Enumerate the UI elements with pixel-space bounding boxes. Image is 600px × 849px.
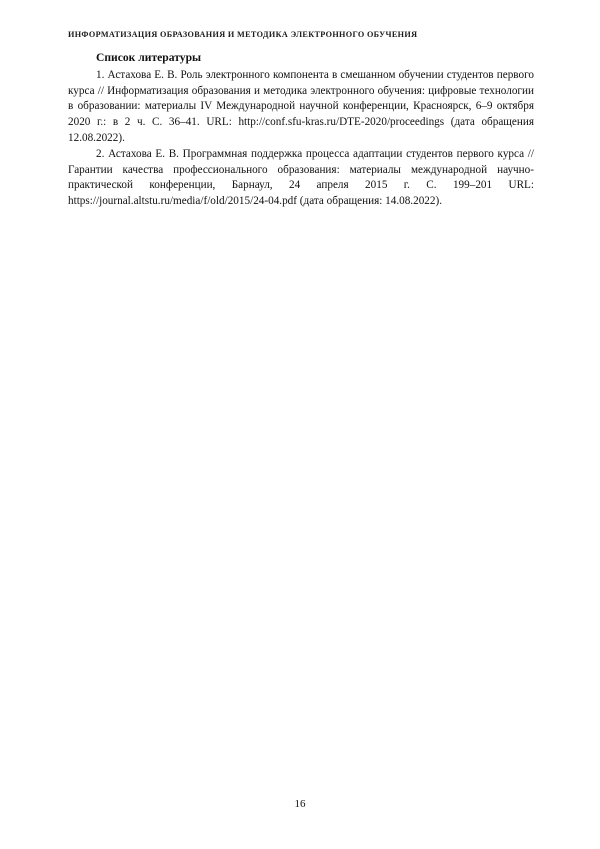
page-number: 16 bbox=[294, 798, 306, 810]
page-content bbox=[68, 50, 534, 210]
section-heading-references: Список литературы bbox=[96, 51, 202, 64]
reference-item-2: 2. Астахова Е. В. Программная поддержка процесса адаптации студентов первого курса // Гарантии качества профессионального образования: материалы международной научно-практической конференции, Барнаул, 24 апреля 2015 г. С. 199–201 URL: https://journal.altstu.ru/media/f/old/2015/24-04.pdf (дата обращения: 14.08.2022). bbox=[68, 148, 534, 207]
running-head: ИНФОРМАТИЗАЦИЯ ОБРАЗОВАНИЯ И МЕТОДИКА ЭЛЕКТРОННОГО ОБУЧЕНИЯ bbox=[68, 30, 418, 39]
reference-item-1: 1. Астахова Е. В. Роль электронного компонента в смешанном обучении студентов первого курса // Информатизация образования и методика электронного обучения: цифровые технологии в образовании: материалы IV Международной научной конференции, Красноярск, 6–9 октября 2020 г.: в 2 ч. С. 36–41. URL: http://conf.sfu-kras.ru/DTE-2020/proceedings (дата обращения 12.08.2022). bbox=[68, 69, 534, 144]
